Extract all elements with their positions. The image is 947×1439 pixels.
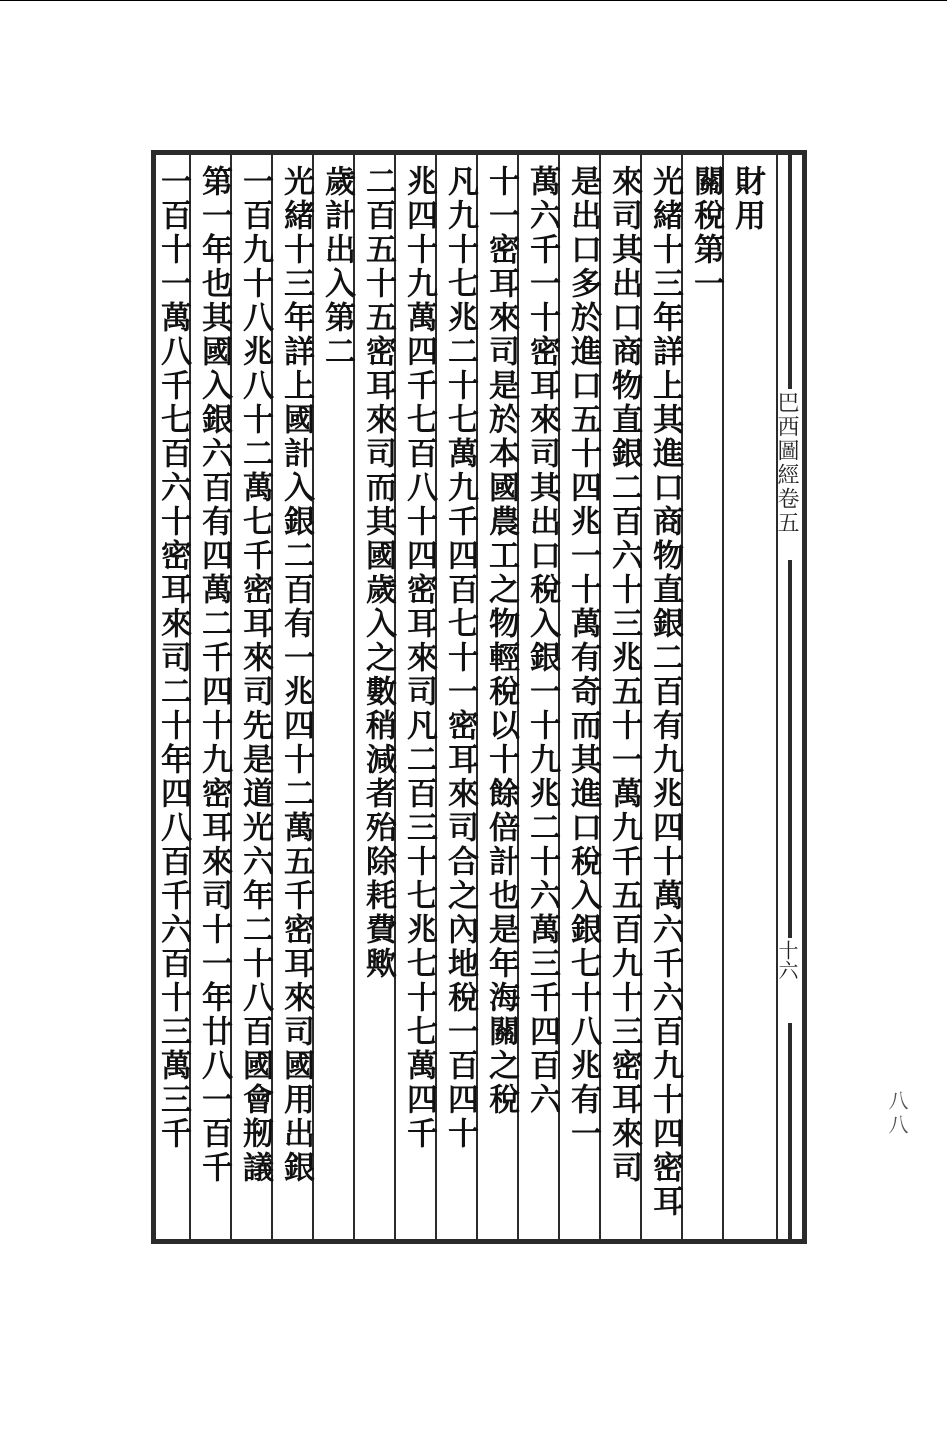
text-column-8: 凡九十七兆二十七萬九千四百七十一密耳來司合之內地稅一百四十 xyxy=(442,165,478,1151)
spine-page-number: 十六 xyxy=(775,940,799,980)
top-page-edge xyxy=(0,0,947,1)
text-column-10: 二百五十五密耳來司而其國歲入之數稍減者殆除耗費歟 xyxy=(360,165,396,981)
text-column-2: 關稅第一 xyxy=(688,165,724,301)
text-block xyxy=(151,150,807,1244)
spine-bar-bottom xyxy=(788,1023,792,1239)
text-column-5: 是出口多於進口五十四兆一十萬有奇而其進口稅入銀七十八兆有一 xyxy=(565,165,601,1151)
text-column-12: 光緒十三年詳上國計入銀二百有一兆四十二萬五千密耳來司國用出銀 xyxy=(278,165,314,1185)
text-column-9: 兆四十九萬四千七百八十四密耳來司凡二百三十七兆七十七萬四千 xyxy=(401,165,437,1151)
text-column-6: 萬六千一十密耳來司其出口稅入銀一十九兆二十六萬三千四百六 xyxy=(524,165,560,1117)
spine-bar-middle xyxy=(788,560,792,938)
text-column-11: 歲計出入第二 xyxy=(319,165,355,369)
text-column-14: 第一年也其國入銀六百有四萬二千四十九密耳來司十一年廿八一百千 xyxy=(196,165,232,1185)
text-column-1: 財用 xyxy=(729,165,765,233)
spine-title: 巴西圖經卷五 xyxy=(774,391,799,535)
spine-column xyxy=(776,155,802,1239)
text-column-3: 光緒十三年詳上其進口商物直銀二百有九兆四十萬六千六百九十四密耳 xyxy=(647,165,683,1219)
text-column-13: 一百九十八兆八十二萬七千密耳來司先是道光六年二十八百國會剏議 xyxy=(237,165,273,1185)
text-column-15: 一百十一萬八千七百六十密耳來司二十年四八百千六百十三萬三千 xyxy=(155,165,191,1151)
text-column-7: 十一密耳來司是於本國農工之物輕稅以十餘倍計也是年海關之稅 xyxy=(483,165,519,1117)
page-number: 八八 xyxy=(885,1090,909,1138)
spine-bar-top xyxy=(788,155,792,389)
text-column-4: 來司其出口商物直銀二百六十三兆五十一萬九千五百九十三密耳來司 xyxy=(606,165,642,1185)
